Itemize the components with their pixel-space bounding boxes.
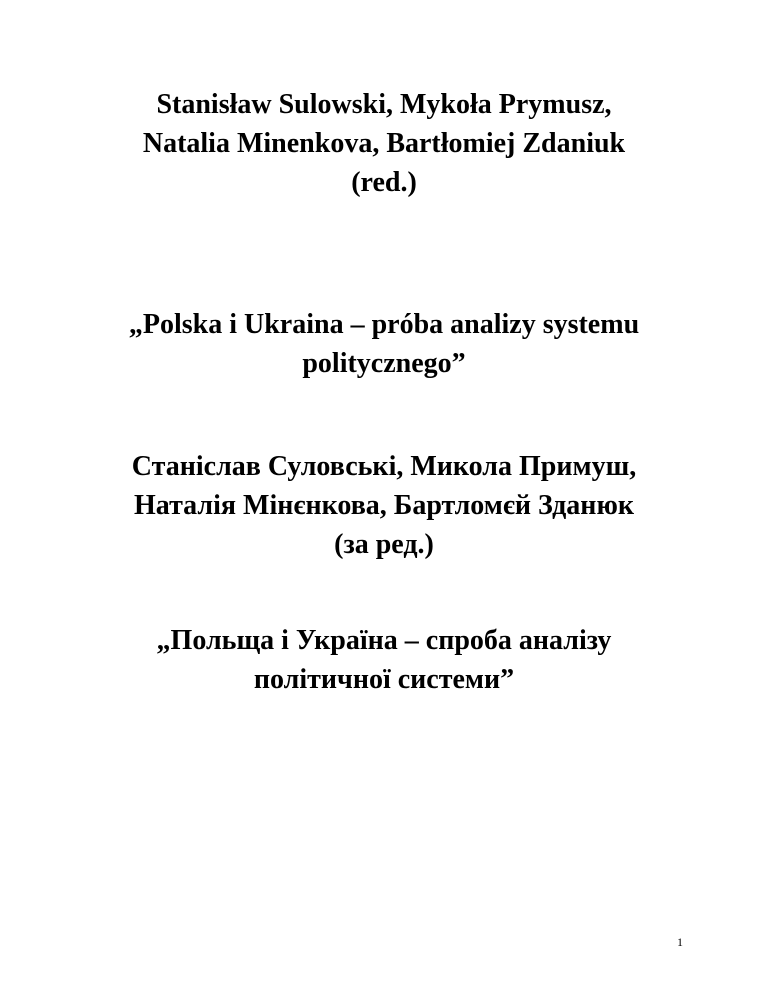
authors-ukrainian-line-1: Станіслав Суловські, Микола Примуш, — [131, 451, 637, 482]
editors-note-ukrainian: (за ред.) — [334, 529, 434, 560]
title-ukrainian-line-2: політичної системи” — [253, 664, 515, 695]
title-polish-line-2: politycznego” — [302, 348, 466, 379]
title-ukrainian-line-1: „Польща і Україна – спроба аналізу — [156, 625, 612, 656]
title-polish-line-1: „Polska i Ukraina – próba analizy systemu — [128, 309, 640, 340]
authors-polish-line-1: Stanisław Sulowski, Mykoła Prymusz, — [156, 89, 612, 120]
title-polish — [60, 305, 708, 383]
title-ukrainian — [60, 621, 708, 699]
authors-polish — [60, 85, 708, 202]
editors-note-polish: (red.) — [351, 167, 417, 198]
page-number: 1 — [677, 935, 683, 949]
authors-ukrainian-line-2: Наталія Мінєнкова, Бартломєй Зданюк — [134, 490, 634, 521]
authors-polish-line-2: Natalia Minenkova, Bartłomiej Zdaniuk — [142, 128, 626, 159]
authors-ukrainian — [60, 447, 708, 564]
